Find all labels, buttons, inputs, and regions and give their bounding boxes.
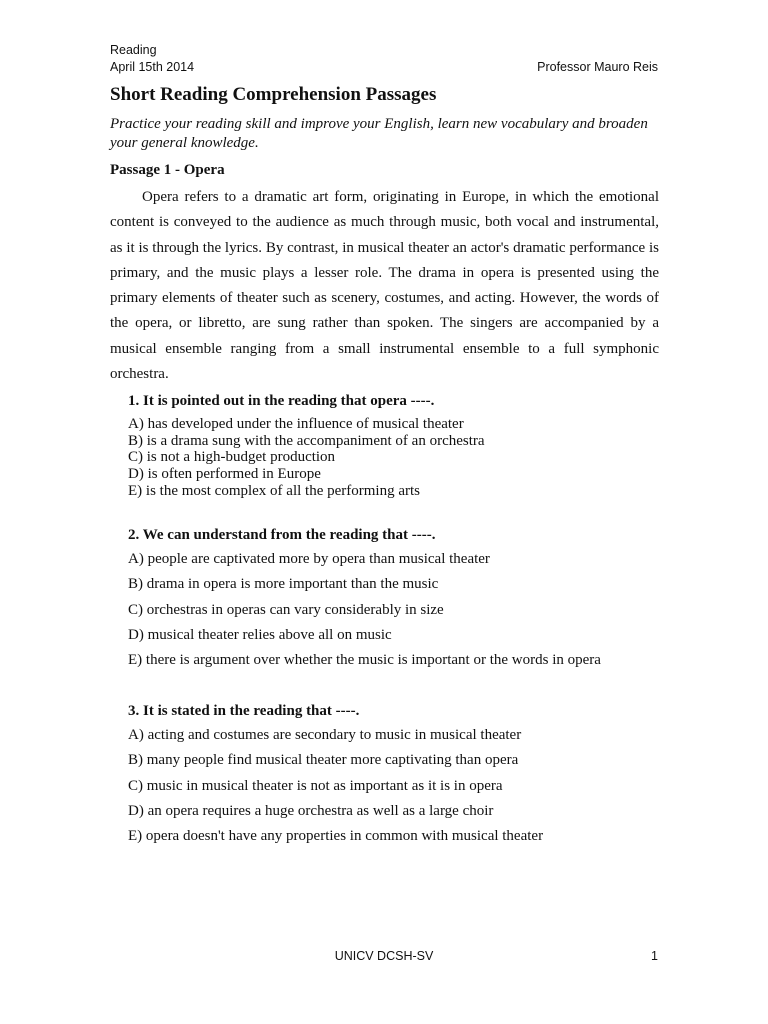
- header-course: Reading: [110, 43, 157, 57]
- header-professor: Professor Mauro Reis: [537, 60, 658, 74]
- option: C) is not a high-budget production: [128, 449, 336, 466]
- option: E) there is argument over whether the music is important or the words in opera: [128, 652, 601, 669]
- option: A) has developed under the influence of musical theater: [128, 416, 464, 432]
- question-3: [128, 703, 668, 849]
- option: C) orchestras in operas can vary considerably in size: [128, 601, 444, 618]
- document-subtitle: Practice your reading skill and improve your English, learn new vocabulary and broaden your general knowledge.: [110, 116, 648, 151]
- footer-institution: UNICV DCSH-SV: [334, 949, 434, 963]
- option: E) opera doesn't have any properties in common with musical theater: [128, 828, 544, 845]
- option: B) is a drama sung with the accompaniment of an orchestra: [128, 432, 485, 449]
- option: E) is the most complex of all the performing arts: [128, 482, 421, 499]
- question-2-options: [128, 547, 668, 673]
- question-2: [128, 527, 668, 673]
- option: D) an opera requires a huge orchestra as well as a large choir: [128, 802, 494, 819]
- option: B) many people find musical theater more captivating than opera: [128, 752, 519, 769]
- header-date: April 15th 2014: [110, 60, 195, 74]
- question-3-title: 3. It is stated in the reading that ----.: [128, 703, 360, 719]
- option: A) people are captivated more by opera than musical theater: [128, 551, 490, 567]
- option: D) is often performed in Europe: [128, 466, 321, 483]
- option: D) musical theater relies above all on music: [128, 626, 392, 643]
- passage-text: Opera refers to a dramatic art form, originating in Europe, in which the emotional content is conveyed to the audience as much through music, both vocal and instrumental, as it is through the lyrics. By contrast, in musical theater an actor's dramatic performance is primary, and the music plays a lesser role. The drama in opera is presented using the primary elements of theater such as scenery, costumes, and acting. However, the words of the opera, or libretto, are sung rather than spoken. The singers are accompanied by a musical ensemble ranging from a small instrumental ensemble to a full symphonic orchestra.: [110, 189, 659, 383]
- question-3-options: [128, 723, 668, 849]
- option: A) acting and costumes are secondary to music in musical theater: [128, 727, 522, 743]
- option: B) drama in opera is more important than the music: [128, 576, 439, 593]
- passage-title: Passage 1 - Opera: [110, 162, 225, 178]
- question-2-title: 2. We can understand from the reading that ----.: [128, 527, 436, 543]
- option: C) music in musical theater is not as important as it is in opera: [128, 777, 503, 794]
- question-1-options: [128, 416, 668, 500]
- question-1: [128, 393, 668, 500]
- page-number: 1: [651, 949, 658, 963]
- question-1-title: 1. It is pointed out in the reading that opera ----.: [128, 393, 435, 409]
- document-title: Short Reading Comprehension Passages: [110, 84, 437, 105]
